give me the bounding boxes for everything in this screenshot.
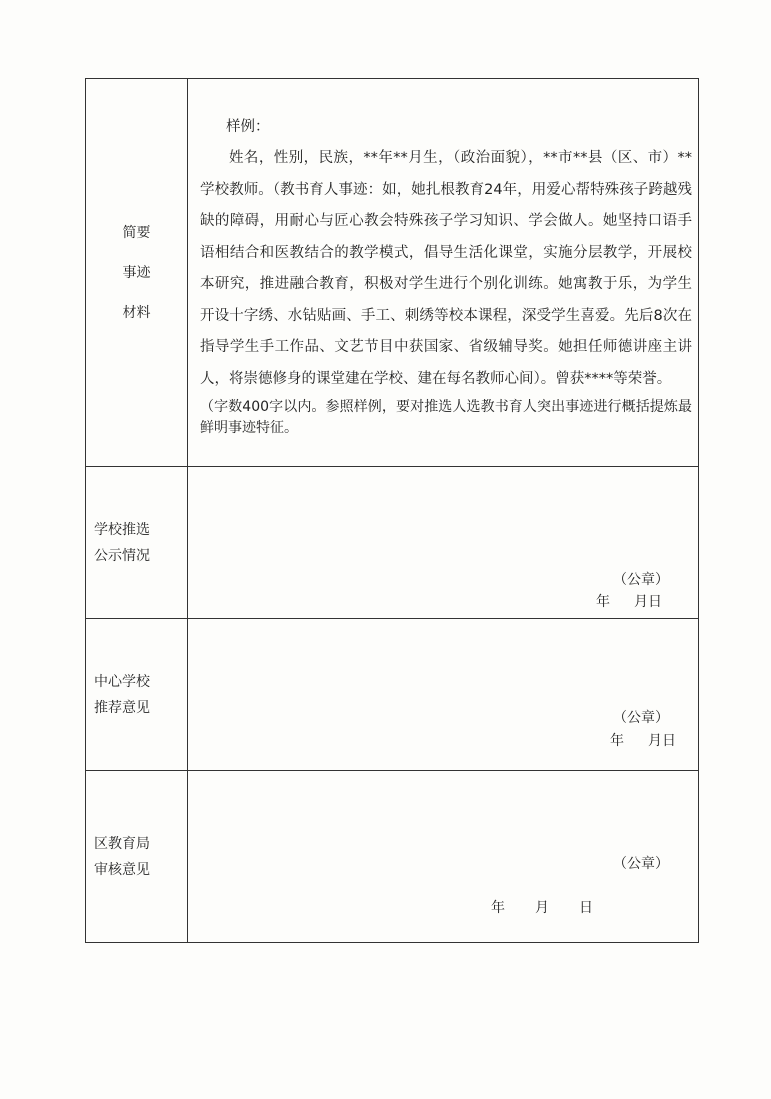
center-date [610,730,676,750]
school-label-line-2: 公示情况 [94,547,150,564]
district-row [86,771,699,943]
district-date-month: 月 [535,900,549,916]
district-date [491,897,593,917]
center-date-year: 年 [610,733,624,749]
district-date-year: 年 [491,900,505,916]
school-seal: （公章） [613,572,669,588]
district-date-day: 日 [579,900,593,916]
school-row [86,467,699,619]
deeds-label-line-3: 材料 [122,304,151,321]
sample-note: （字数400字以内。参照样例，要对推选人选教书育人突出事迹进行概括提炼最鲜明事迹特征。 [200,399,692,437]
center-label-line-1: 中心学校 [94,673,150,690]
school-label-cell [86,467,188,619]
school-content-cell[interactable] [188,467,699,619]
district-content-cell[interactable] [188,771,699,943]
school-date-month-day: 月日 [634,594,662,610]
district-label-cell [86,771,188,943]
school-date [596,591,662,611]
center-label-cell [86,619,188,771]
center-content-cell[interactable] [188,619,699,771]
recommendation-form-table [85,78,699,943]
center-row [86,619,699,771]
district-label-line-1: 区教育局 [94,835,150,852]
school-date-year: 年 [596,594,610,610]
sample-heading: 样例： [226,118,270,135]
deeds-content-cell[interactable] [188,79,699,467]
district-label-line-2: 审核意见 [94,861,150,878]
center-date-month-day: 月日 [648,733,676,749]
deeds-label-cell [86,79,188,467]
center-seal: （公章） [613,710,669,726]
deeds-row [86,79,699,467]
deeds-label-line-1: 简要 [122,224,151,241]
deeds-label-line-2: 事迹 [122,264,151,281]
sample-body: 姓名，性别，民族，**年**月生，（政治面貌），**市**县（区、市）**学校教师。（教书育人事迹：如，她扎根教育24年，用爱心帮特殊孩子跨越残缺的障碍，用耐心与匠心教会特殊孩子学习知识、学会做人。她坚持口语手语相结合和医教结合的教学模式，倡导生活化课堂，实施分层教学，开展校本研究，推进融合教育，积极对学生进行个别化训练。她寓教于乐，为学生开设十字绣、水钻贴画、手工、刺绣等校本课程，深受学生喜爱。先后8次在指导学生手工作品、文艺节目中获国家、省级辅导奖。她担任师德讲座主讲人，将崇德修身的课堂建在学校、建在每名教师心间）。曾获****等荣誉。 [200,150,692,387]
district-seal: （公章） [613,856,669,872]
school-label-line-1: 学校推选 [94,521,150,538]
center-label-line-2: 推荐意见 [94,699,150,716]
